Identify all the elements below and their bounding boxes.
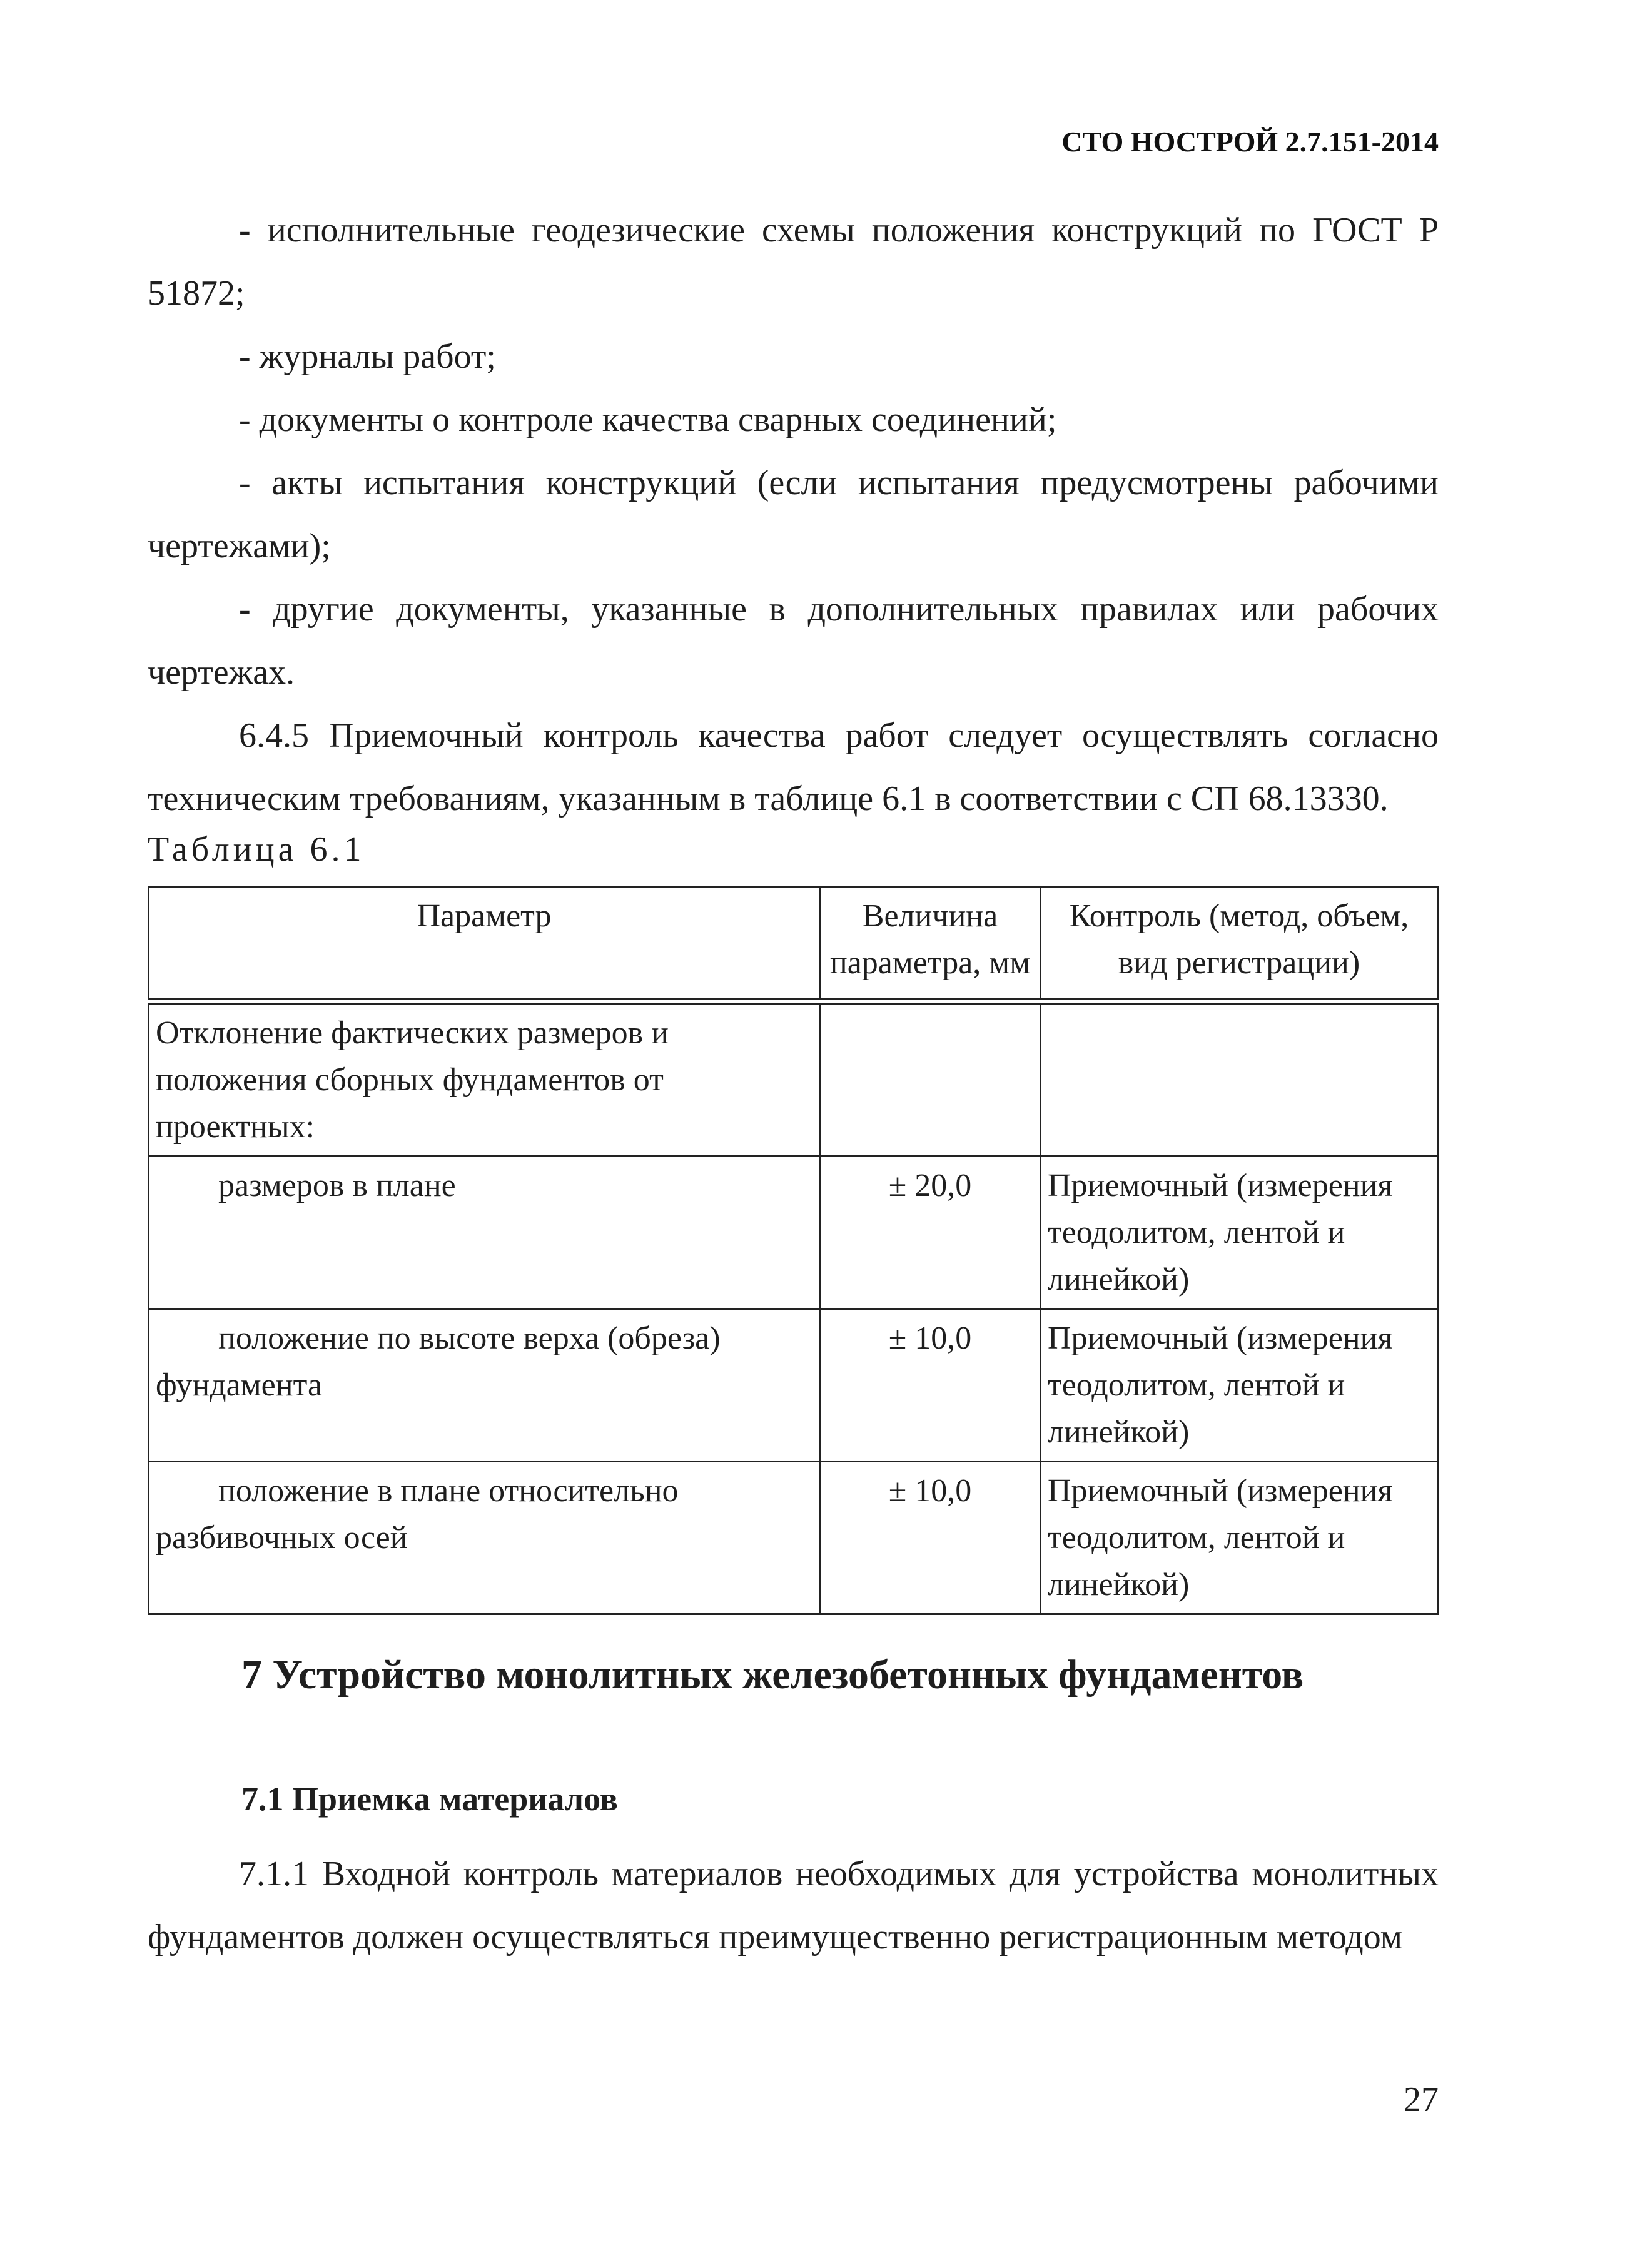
table-caption: Таблица 6.1 — [148, 830, 365, 869]
paragraph-test-acts: - акты испытания конструкций (если испытания предусмотрены рабочими чертежами); — [148, 463, 1439, 565]
section-heading: 7 Устройство монолитных железобетонных фундаментов — [241, 1652, 1304, 1698]
subsection-heading: 7.1 Приемка материалов — [241, 1780, 618, 1818]
table-header-row — [149, 887, 1438, 1001]
row-param: размеров в плане — [149, 1156, 820, 1309]
tolerance-table — [148, 886, 1439, 1615]
header-value: Величина параметра, мм — [820, 887, 1041, 1001]
paragraph-6-4-5: 6.4.5 Приемочный контроль качества работ следует осуществлять согласно техническим требованиям, указанным в таблице 6.1 в соответствии с СП 68.13330. — [148, 716, 1439, 818]
header-param: Параметр — [149, 887, 820, 1001]
header-control: Контроль (метод, объем, вид регистрации) — [1041, 887, 1438, 1001]
table-row — [149, 1461, 1438, 1614]
row-param: положение в плане относительно разбивочных осей — [149, 1461, 820, 1614]
group-label: Отклонение фактических размеров и положения сборных фундаментов от проектных: — [149, 1001, 820, 1157]
paragraph-weld-quality-docs: - документы о контроле качества сварных соединений; — [239, 400, 1057, 439]
paragraph-7-1-1: 7.1.1 Входной контроль материалов необходимых для устройства монолитных фундаментов должен осуществляться преимущественно регистрационным методом — [148, 1855, 1439, 1957]
row-param: положение по высоте верха (обреза) фундамента — [149, 1309, 820, 1461]
empty-cell — [820, 1001, 1041, 1157]
page-number: 27 — [1404, 2080, 1439, 2119]
row-control: Приемочный (измерения теодолитом, лентой и линейкой) — [1041, 1309, 1438, 1461]
row-control: Приемочный (измерения теодолитом, лентой и линейкой) — [1041, 1461, 1438, 1614]
row-value: ± 10,0 — [820, 1309, 1041, 1461]
row-value: ± 20,0 — [820, 1156, 1041, 1309]
table-row — [149, 1309, 1438, 1461]
paragraph-work-logs: - журналы работ; — [239, 337, 496, 376]
row-value: ± 10,0 — [820, 1461, 1041, 1614]
row-control: Приемочный (измерения теодолитом, лентой и линейкой) — [1041, 1156, 1438, 1309]
table-group-row — [149, 1001, 1438, 1157]
document-header: СТО НОСТРОЙ 2.7.151-2014 — [1061, 126, 1439, 158]
table-row — [149, 1156, 1438, 1309]
paragraph-geodetic-schemes: - исполнительные геодезические схемы положения конструкций по ГОСТ Р 51872; — [148, 211, 1439, 313]
paragraph-other-docs: - другие документы, указанные в дополнительных правилах или рабочих чертежах. — [148, 590, 1439, 692]
empty-cell — [1041, 1001, 1438, 1157]
